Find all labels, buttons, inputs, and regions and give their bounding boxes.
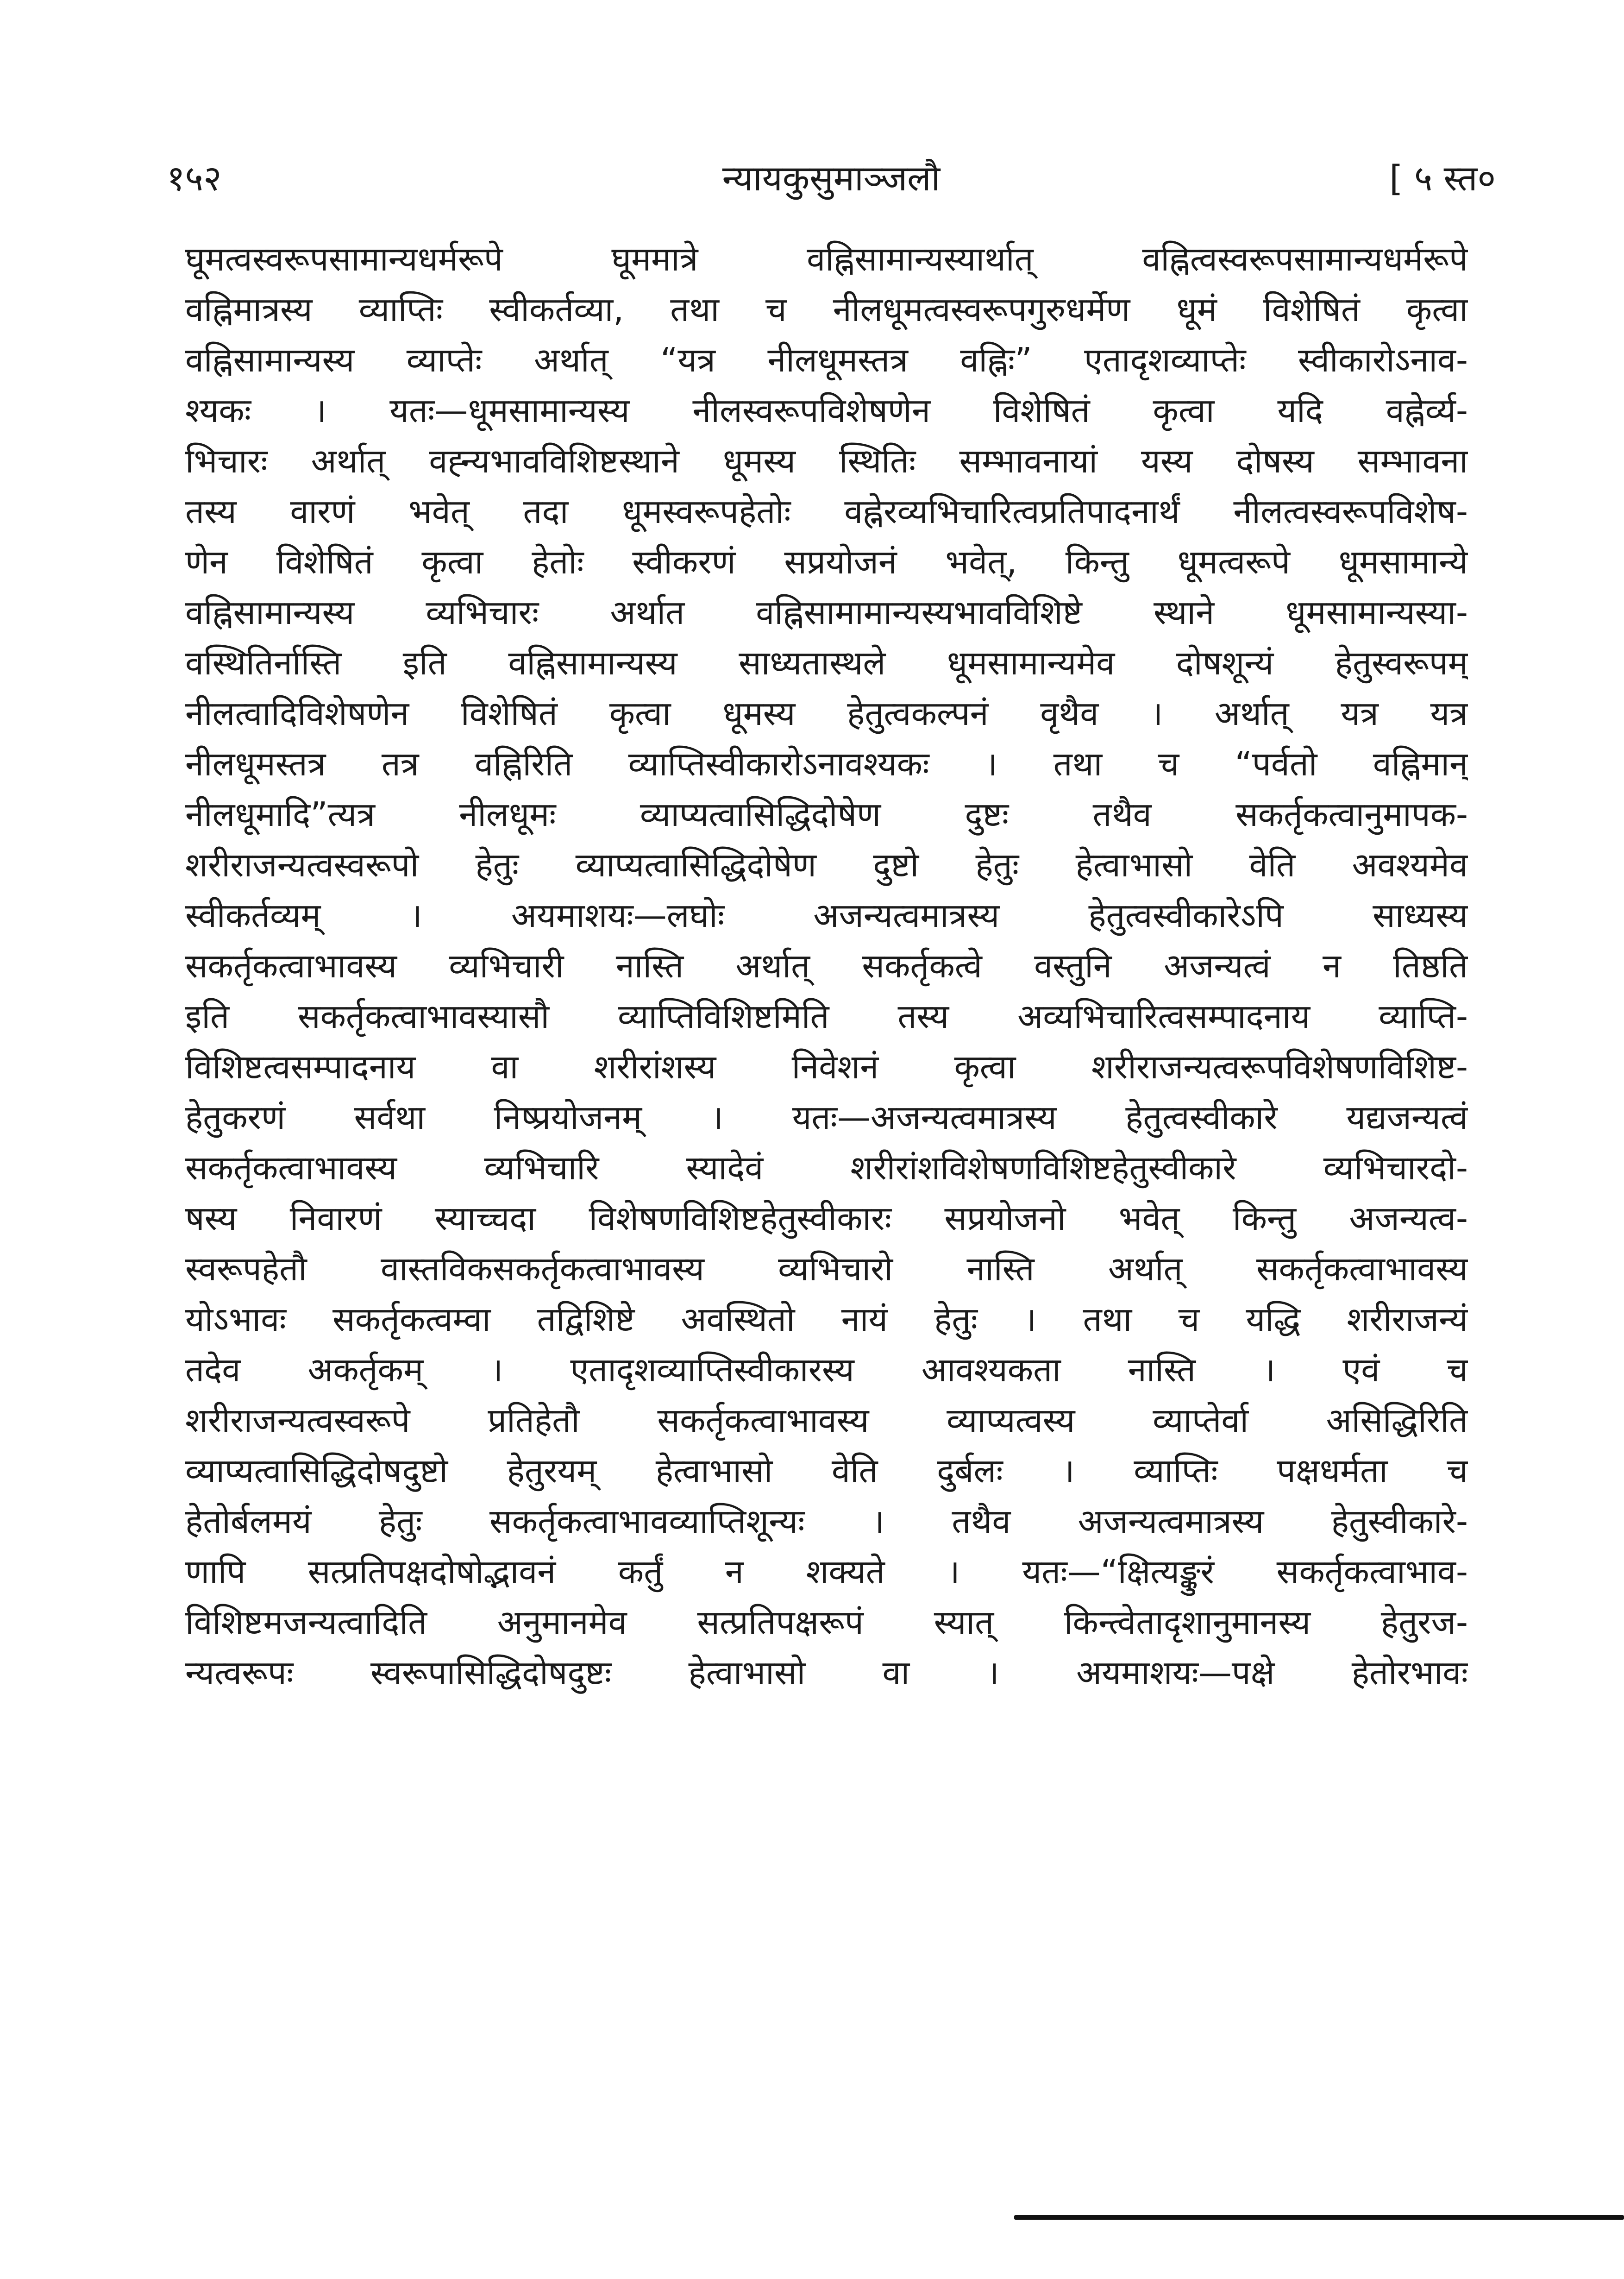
section-marker: [ ५ स्त० — [1389, 157, 1496, 199]
text-line: हेतोर्बलमयं हेतुः सकर्तृकत्वाभावव्याप्तिशून्यः । तथैव अजन्यत्वमात्रस्य हेतुस्वीकारे- — [185, 1502, 1468, 1541]
text-line: णेन विशेषितं कृत्वा हेतोः स्वीकरणं सप्रयोजनं भवेत्, किन्तु धूमत्वरूपे धूमसामान्ये — [185, 542, 1468, 581]
body-text — [185, 234, 1468, 1698]
text-line: हेतुकरणं सर्वथा निष्प्रयोजनम् । यतः—अजन्यत्वमात्रस्य हेतुत्वस्वीकारे यद्यजन्यत्वं — [185, 1098, 1468, 1137]
running-title: न्यायकुसुमाञ्जलौ — [722, 157, 941, 199]
text-line: सकर्तृकत्वाभावस्य व्यभिचारि स्यादेवं शरीरांशविशेषणविशिष्टहेतुस्वीकारे व्यभिचारदो- — [185, 1148, 1468, 1187]
text-line: वस्थितिर्नास्ति इति वह्निसामान्यस्य साध्यतास्थले धूमसामान्यमेव दोषशून्यं हेतुस्वरूपम् — [185, 643, 1468, 682]
text-line: स्वीकर्तव्यम् । अयमाशयः—लघोः अजन्यत्वमात्रस्य हेतुत्वस्वीकारेऽपि साध्यस्य — [185, 896, 1468, 935]
text-line: नीलधूमादि”त्यत्र नीलधूमः व्याप्यत्वासिद्धिदोषेण दुष्टः तथैव सकर्तृकत्वानुमापक- — [185, 795, 1468, 834]
text-line: योऽभावः सकर्तृकत्वम्वा तद्विशिष्टे अवस्थितो नायं हेतुः । तथा च यद्धि शरीराजन्यं — [185, 1300, 1468, 1339]
text-line: शरीराजन्यत्वस्वरूपो हेतुः व्याप्यत्वासिद्धिदोषेण दुष्टो हेतुः हेत्वाभासो वेति अवश्यमेव — [185, 845, 1468, 884]
text-line: व्याप्यत्वासिद्धिदोषदुष्टो हेतुरयम् हेत्वाभासो वेति दुर्बलः । व्याप्तिः पक्षधर्मता च — [185, 1451, 1468, 1490]
text-line: तस्य वारणं भवेत् तदा धूमस्वरूपहेतोः वह्नेरव्यभिचारित्वप्रतिपादनार्थं नीलत्वस्वरूपविशेष- — [185, 492, 1468, 531]
text-line: णापि सत्प्रतिपक्षदोषोद्भावनं कर्तुं न शक्यते । यतः—“क्षित्यङ्कुरं सकर्तृकत्वाभाव- — [185, 1552, 1468, 1591]
text-line: वह्निमात्रस्य व्याप्तिः स्वीकर्तव्या, तथा च नीलधूमत्वस्वरूपगुरुधर्मेण धूमं विशेषितं कृत्वा — [185, 290, 1468, 329]
footer-rule — [1014, 2215, 1624, 2220]
text-line: वह्निसामान्यस्य व्यभिचारः अर्थात वह्निसामामान्यस्यभावविशिष्टे स्थाने धूमसामान्यस्या- — [185, 593, 1468, 632]
text-line: भिचारः अर्थात् वह्न्यभावविशिष्टस्थाने धूमस्य स्थितिः सम्भावनायां यस्य दोषस्य सम्भावना — [185, 441, 1468, 480]
text-line: तदेव अकर्तृकम् । एतादृशव्याप्तिस्वीकारस्य आवश्यकता नास्ति । एवं च — [185, 1350, 1468, 1389]
text-line: घूमत्वस्वरूपसामान्यधर्मरूपे घूममात्रे वह्निसामान्यस्यार्थात् वह्नित्वस्वरूपसामान्यधर्मरूपे — [185, 239, 1468, 278]
text-line: न्यत्वरूपः स्वरूपासिद्धिदोषदुष्टः हेत्वाभासो वा । अयमाशयः—पक्षे हेतोरभावः — [185, 1653, 1468, 1692]
text-line: शरीराजन्यत्वस्वरूपे प्रतिहेतौ सकर्तृकत्वाभावस्य व्याप्यत्वस्य व्याप्तेर्वा असिद्धिरिति — [185, 1401, 1468, 1440]
text-line: सकर्तृकत्वाभावस्य व्यभिचारी नास्ति अर्थात् सकर्तृकत्वे वस्तुनि अजन्यत्वं न तिष्ठति — [185, 946, 1468, 985]
text-line: नीलधूमस्तत्र तत्र वह्निरिति व्याप्तिस्वीकारोऽनावश्यकः । तथा च “पर्वतो वह्निमान् — [185, 744, 1468, 783]
text-line: नीलत्वादिविशेषणेन विशेषितं कृत्वा धूमस्य हेतुत्वकल्पनं वृथैव । अर्थात् यत्र यत्र — [185, 694, 1468, 733]
text-line: श्यकः । यतः—धूमसामान्यस्य नीलस्वरूपविशेषणेन विशेषितं कृत्वा यदि वह्नेर्व्य- — [185, 391, 1468, 430]
text-line: षस्य निवारणं स्याच्चदा विशेषणविशिष्टहेतुस्वीकारः सप्रयोजनो भवेत् किन्तु अजन्यत्व- — [185, 1199, 1468, 1238]
text-line: इति सकर्तृकत्वाभावस्यासौ व्याप्तिविशिष्टमिति तस्य अव्यभिचारित्वसम्पादनाय व्याप्ति- — [185, 997, 1468, 1036]
page-number: १५२ — [167, 157, 222, 199]
page-header — [167, 153, 1496, 204]
text-line: विशिष्टत्वसम्पादनाय वा शरीरांशस्य निवेशनं कृत्वा शरीराजन्यत्वरूपविशेषणविशिष्ट- — [185, 1047, 1468, 1086]
text-line: स्वरूपहेतौ वास्तविकसकर्तृकत्वाभावस्य व्यभिचारो नास्ति अर्थात् सकर्तृकत्वाभावस्य — [185, 1249, 1468, 1288]
text-line: वह्निसामान्यस्य व्याप्तेः अर्थात् “यत्र नीलधूमस्तत्र वह्निः” एतादृशव्याप्तेः स्वीकारोऽनाव- — [185, 340, 1468, 379]
text-line: विशिष्टमजन्यत्वादिति अनुमानमेव सत्प्रतिपक्षरूपं स्यात् किन्त्वेतादृशानुमानस्य हेतुरज- — [185, 1603, 1468, 1642]
